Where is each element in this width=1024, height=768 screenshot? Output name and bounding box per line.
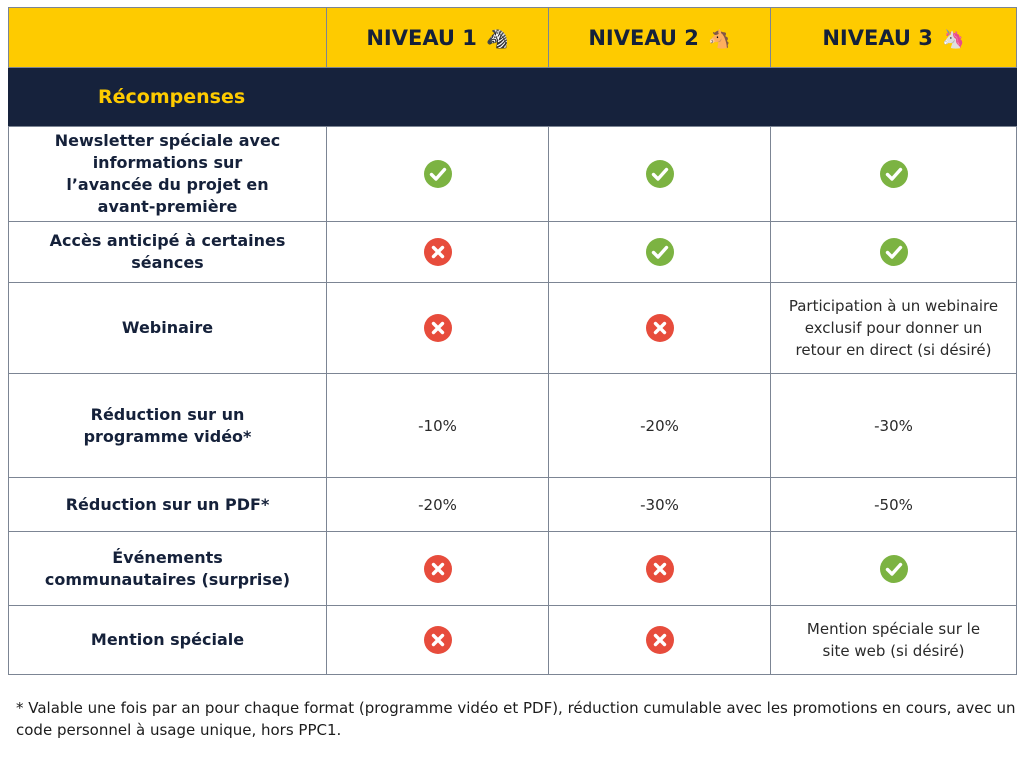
level-3-label: NIVEAU 3 bbox=[822, 25, 933, 50]
unicorn-emoji-icon: 🦄 bbox=[942, 28, 965, 50]
benefit-status-level-2 bbox=[549, 283, 771, 374]
benefit-value-level-2: -30% bbox=[549, 478, 771, 532]
benefit-value-level-3: -50% bbox=[771, 478, 1017, 532]
section-filler bbox=[549, 68, 771, 127]
horse-emoji-icon: 🐴 bbox=[708, 28, 731, 50]
benefit-value-level-3: Mention spéciale sur le site web (si désiré) bbox=[771, 606, 1017, 675]
header-empty-cell bbox=[9, 8, 327, 68]
cross-circle-icon bbox=[646, 314, 674, 342]
benefit-status-level-2 bbox=[549, 222, 771, 283]
benefit-status-level-1 bbox=[327, 283, 549, 374]
zebra-emoji-icon: 🦓 bbox=[486, 28, 509, 50]
check-circle-icon bbox=[424, 160, 452, 188]
benefit-status-level-3 bbox=[771, 532, 1017, 606]
cross-circle-icon bbox=[646, 626, 674, 654]
benefit-row bbox=[9, 606, 1017, 675]
section-row bbox=[9, 68, 1017, 127]
cross-circle-icon bbox=[424, 555, 452, 583]
benefit-status-level-1 bbox=[327, 606, 549, 675]
benefit-status-level-3 bbox=[771, 222, 1017, 283]
benefit-status-level-1 bbox=[327, 222, 549, 283]
check-circle-icon bbox=[880, 555, 908, 583]
cross-circle-icon bbox=[424, 314, 452, 342]
benefit-value-level-3: -30% bbox=[771, 374, 1017, 478]
level-1-label: NIVEAU 1 bbox=[366, 25, 477, 50]
benefit-label: Webinaire bbox=[9, 283, 327, 374]
cross-circle-icon bbox=[424, 238, 452, 266]
rewards-table bbox=[8, 7, 1017, 675]
benefit-label: Newsletter spéciale avec informations sur l’avancée du projet en avant-première bbox=[9, 127, 327, 222]
benefit-status-level-2 bbox=[549, 532, 771, 606]
check-circle-icon bbox=[880, 160, 908, 188]
footnote: * Valable une fois par an pour chaque format (programme vidéo et PDF), réduction cumulable avec les promotions en cours, avec un code personnel à usage unique, hors PPC1. bbox=[16, 699, 1016, 739]
benefit-status-level-1 bbox=[327, 532, 549, 606]
benefit-row bbox=[9, 222, 1017, 283]
benefit-label: Réduction sur un PDF* bbox=[9, 478, 327, 532]
benefit-row bbox=[9, 127, 1017, 222]
section-filler bbox=[771, 68, 1017, 127]
cross-circle-icon bbox=[646, 555, 674, 583]
benefit-row bbox=[9, 478, 1017, 532]
check-circle-icon bbox=[880, 238, 908, 266]
benefit-status-level-3 bbox=[771, 127, 1017, 222]
benefit-status-level-2 bbox=[549, 127, 771, 222]
benefit-value-level-1: -20% bbox=[327, 478, 549, 532]
level-2-label: NIVEAU 2 bbox=[588, 25, 699, 50]
benefit-value-level-2: -20% bbox=[549, 374, 771, 478]
benefit-value-level-1: -10% bbox=[327, 374, 549, 478]
header-level-2 bbox=[549, 8, 771, 68]
check-circle-icon bbox=[646, 160, 674, 188]
check-circle-icon bbox=[646, 238, 674, 266]
benefit-value-level-3: Participation à un webinaire exclusif pour donner un retour en direct (si désiré) bbox=[771, 283, 1017, 374]
section-filler bbox=[327, 68, 549, 127]
benefit-label: Événements communautaires (surprise) bbox=[9, 532, 327, 606]
benefit-row bbox=[9, 283, 1017, 374]
benefit-label: Réduction sur un programme vidéo* bbox=[9, 374, 327, 478]
section-title: Récompenses bbox=[9, 68, 327, 127]
benefit-label: Mention spéciale bbox=[9, 606, 327, 675]
benefit-label: Accès anticipé à certaines séances bbox=[9, 222, 327, 283]
cross-circle-icon bbox=[424, 626, 452, 654]
benefit-row bbox=[9, 532, 1017, 606]
benefit-row bbox=[9, 374, 1017, 478]
header-level-1 bbox=[327, 8, 549, 68]
header-level-3 bbox=[771, 8, 1017, 68]
benefit-status-level-2 bbox=[549, 606, 771, 675]
header-row bbox=[9, 8, 1017, 68]
benefit-status-level-1 bbox=[327, 127, 549, 222]
